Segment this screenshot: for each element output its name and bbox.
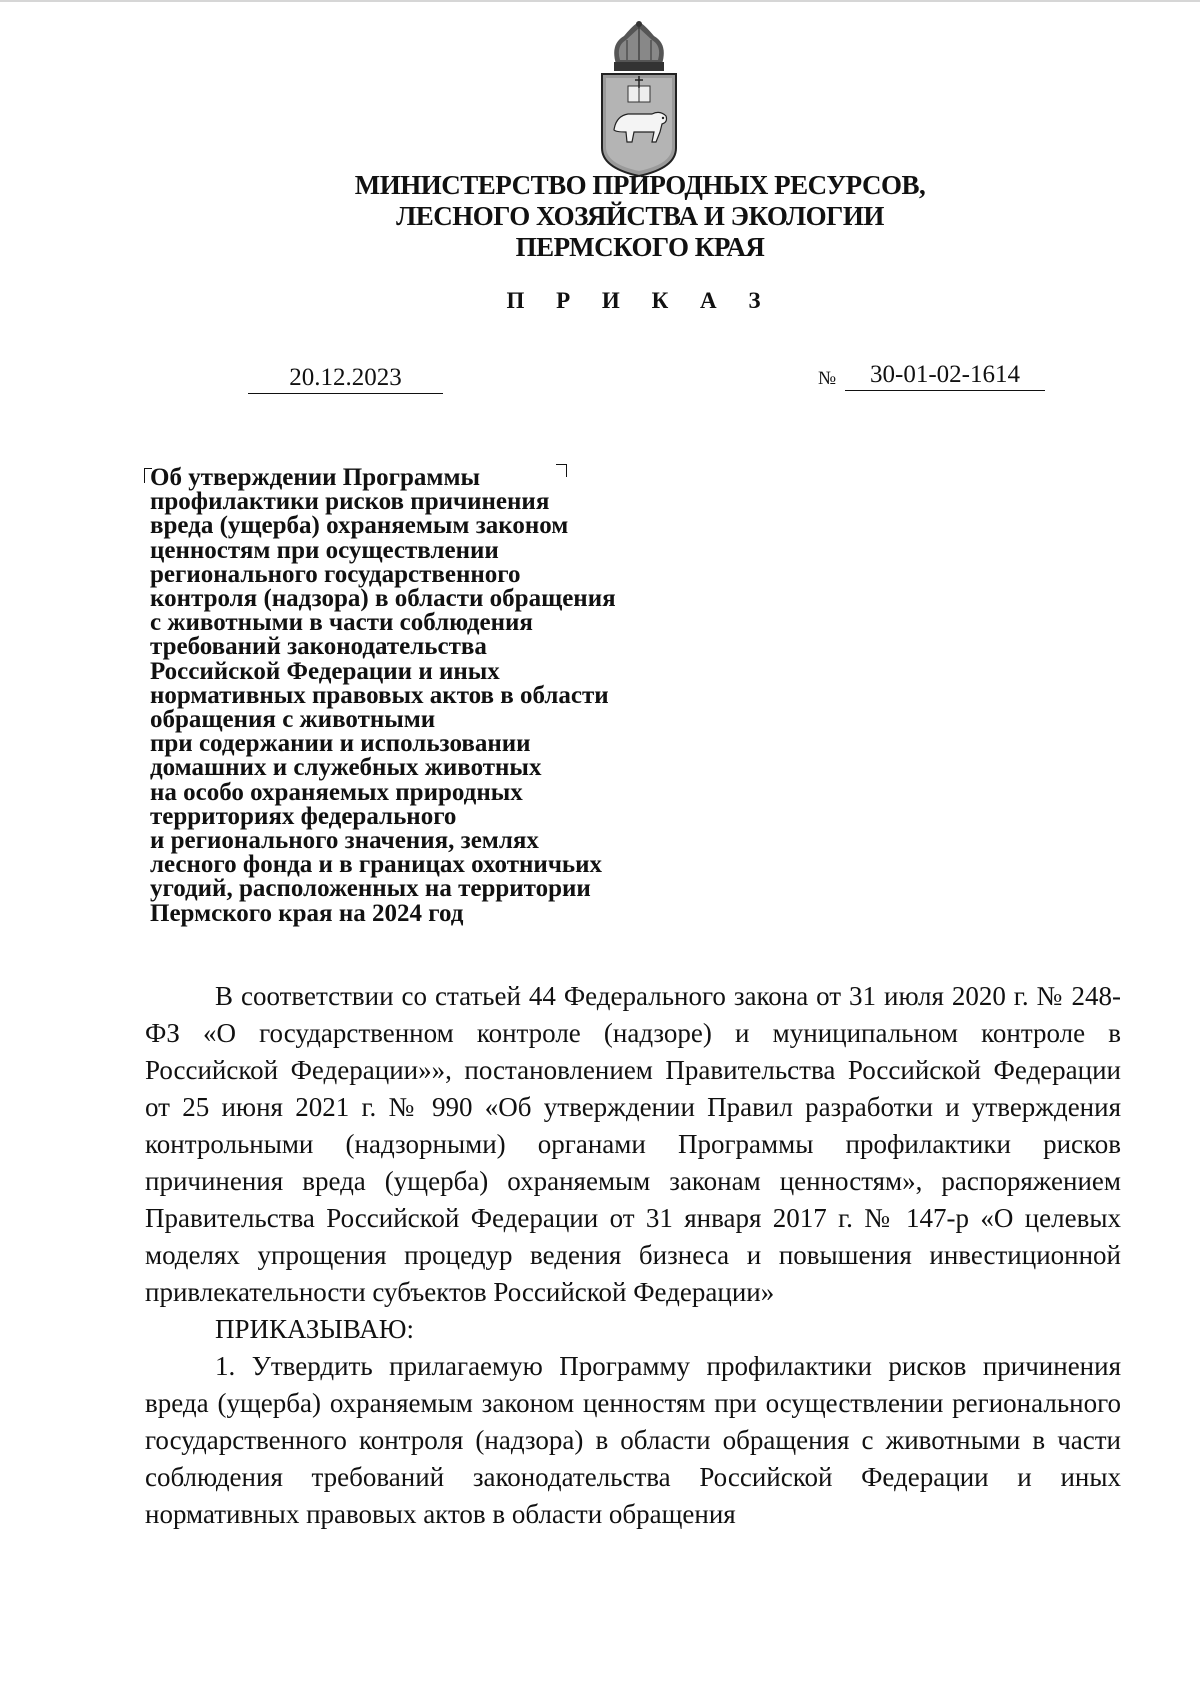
subject-line: домашних и служебных животных (150, 754, 542, 782)
order-date: 20.12.2023 (248, 363, 443, 394)
order-subject (150, 466, 710, 926)
subject-line: профилактики рисков причинения (150, 488, 550, 516)
order-body (145, 978, 1121, 1533)
subject-line: обращения с животными (150, 706, 436, 734)
number-sign: № (818, 368, 837, 389)
subject-line: ценностям при осуществлении (150, 536, 499, 564)
subject-line: Российской Федерации и иных (150, 657, 500, 685)
ministry-name-line-3: ПЕРМСКОГО КРАЯ (515, 232, 765, 262)
subject-line: требований законодательства (150, 633, 487, 661)
ministry-header (230, 170, 1050, 263)
subject-line: регионального государственного (150, 560, 521, 588)
subject-line: угодий, расположенных на территории (150, 875, 591, 903)
preamble-paragraph: В соответствии со статьей 44 Федерального закона от 31 июля 2020 г. № 248-ФЗ «О государственном контроле (надзоре) и муниципальном контроле в Российской Федерации»», постановлением Правительства Российской Федерации от 25 июня 2021 г. № 990 «Об утверждении Правил разработки и утверждения контрольными (надзорными) органами Программы профилактики рисков причинения вреда (ущерба) охраняемым законам ценностям», распоряжением Правительства Российской Федерации от 31 января 2017 г. № 147-р «О целевых моделях упрощения процедур ведения бизнеса и повышения инвестиционной привлекательности субъектов Российской Федерации» (145, 981, 1121, 1307)
subject-line: вреда (ущерба) охраняемым законом (150, 512, 569, 540)
subject-line: на особо охраняемых природных (150, 778, 523, 806)
perm-krai-coat-of-arms-icon (594, 20, 684, 178)
decree-word: ПРИКАЗЫВАЮ: (215, 1314, 414, 1344)
subject-line: Пермского края на 2024 год (150, 899, 464, 927)
subject-line: при содержании и использовании (150, 730, 531, 758)
ministry-name-line-1: МИНИСТЕРСТВО ПРИРОДНЫХ РЕСУРСОВ, (354, 170, 926, 200)
scan-edge (0, 0, 1200, 2)
subject-line: и регионального значения, землях (150, 827, 539, 855)
subject-line: территориях федерального (150, 802, 457, 830)
subject-line: лесного фонда и в границах охотничьих (150, 851, 603, 879)
ministry-name-line-2: ЛЕСНОГО ХОЗЯЙСТВА И ЭКОЛОГИИ (396, 201, 884, 231)
subject-line: Об утверждении Программы (150, 464, 480, 491)
order-number: 30-01-02-1614 (845, 360, 1045, 391)
subject-line: с животными в части соблюдения (150, 609, 533, 637)
document-type-title: П Р И К А З (506, 288, 774, 313)
subject-line: нормативных правовых актов в области (150, 681, 609, 709)
subject-line: контроля (надзора) в области обращения (150, 585, 616, 613)
order-item-1: 1. Утвердить прилагаемую Программу профилактики рисков причинения вреда (ущерба) охраняемым законом ценностям при осуществлении регионального государственного контроля (надзора) в области обращения с животными в части соблюдения требований законодательства Российской Федерации и иных нормативных правовых актов в области обращения (145, 1351, 1121, 1529)
